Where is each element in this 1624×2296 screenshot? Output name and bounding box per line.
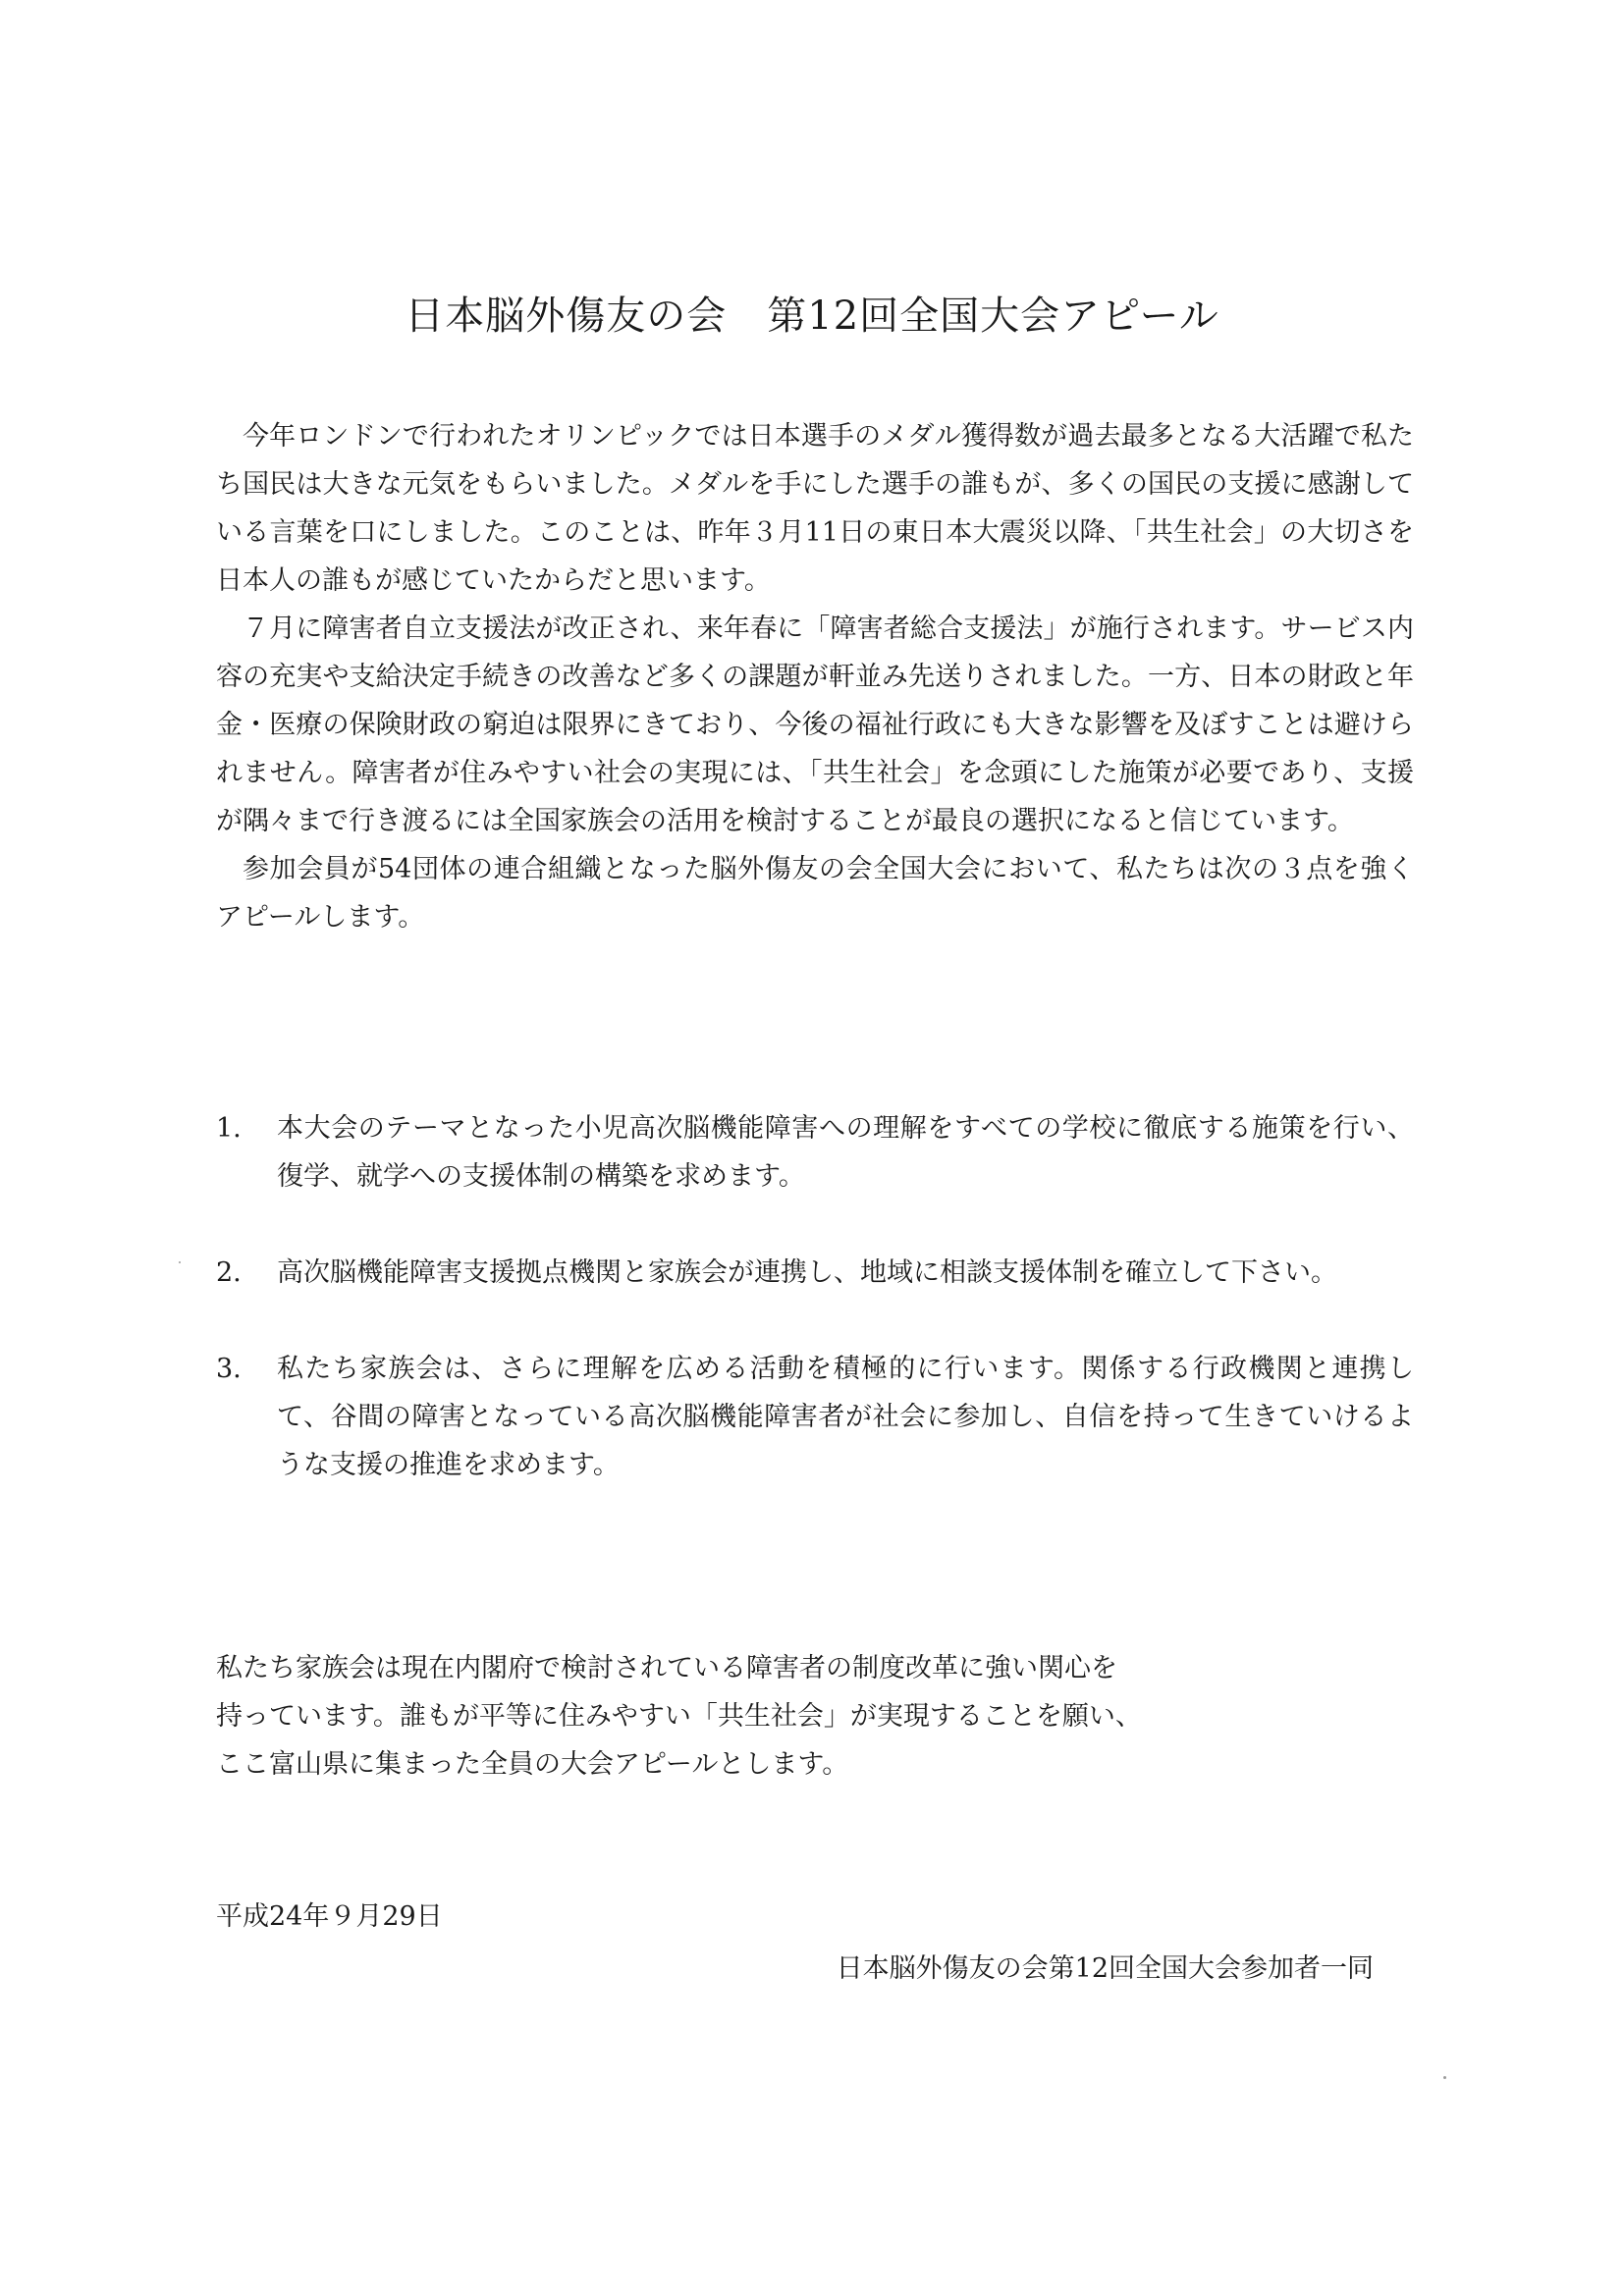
closing-statement [216,1644,1414,1789]
closing-line-1: 私たち家族会は現在内閣府で検討されている障害者の制度改革に強い関心を [216,1653,1117,1683]
appeal-text: 高次脳機能障害支援拠点機関と家族会が連携し、地域に相談支援体制を確立して下さい。 [277,1257,1337,1288]
scan-speck [1443,2076,1446,2079]
scan-speck [179,1261,181,1263]
document-title: 日本脳外傷友の会 第12回全国大会アピール [405,294,1219,339]
appeal-list [216,1104,1414,1537]
appeal-number: 2. [216,1257,242,1288]
body-paragraphs [216,412,1414,941]
appeal-text: 本大会のテーマとなった小児高次脳機能障害への理解をすべての学校に徹底する施策を行い、復学、就学への支援体制の構築を求めます。 [277,1113,1414,1192]
document-date: 平成24年９月29日 [216,1901,443,1932]
appeal-number: 3. [216,1354,242,1384]
document-signature: 日本脳外傷友の会第12回全国大会参加者一同 [836,1953,1374,1984]
appeal-item-1 [216,1104,1414,1201]
paragraph-3: 参加会員が54団体の連合組織となった脳外傷友の会全国大会において、私たちは次の３点を強くアピールします。 [216,854,1414,933]
paragraph-2: ７月に障害者自立支援法が改正され、来年春に「障害者総合支援法」が施行されます。サービス内容の充実や支給決定手続きの改善など多くの課題が軒並み先送りされました。一方、日本の財政と年金・医療の保険財政の窮迫は限界にきており、今後の福祉行政にも大きな影響を及ぼすことは避けられません。障害者が住みやすい社会の実現には、「共生社会」を念頭にした施策が必要であり、支援が隅々まで行き渡るには全国家族会の活用を検討することが最良の選択になると信じています。 [216,614,1414,836]
appeal-item-2 [216,1249,1414,1297]
appeal-number: 1. [216,1113,242,1144]
closing-line-2: 持っています。誰もが平等に住みやすい「共生社会」が実現することを願い、 [216,1701,1142,1732]
closing-line-3: ここ富山県に集まった全員の大会アピールとします。 [216,1749,849,1780]
appeal-item-3 [216,1345,1414,1489]
paragraph-1: 今年ロンドンで行われたオリンピックでは日本選手のメダル獲得数が過去最多となる大活躍で私たち国民は大きな元気をもらいました。メダルを手にした選手の誰もが、多くの国民の支援に感謝している言葉を口にしました。このことは、昨年３月11日の東日本大震災以降、「共生社会」の大切さを日本人の誰もが感じていたからだと思います。 [216,421,1414,596]
appeal-text: 私たち家族会は、さらに理解を広める活動を積極的に行います。関係する行政機関と連携して、谷間の障害となっている高次脳機能障害者が社会に参加し、自信を持って生きていけるような支援の推進を求めます。 [277,1354,1414,1480]
